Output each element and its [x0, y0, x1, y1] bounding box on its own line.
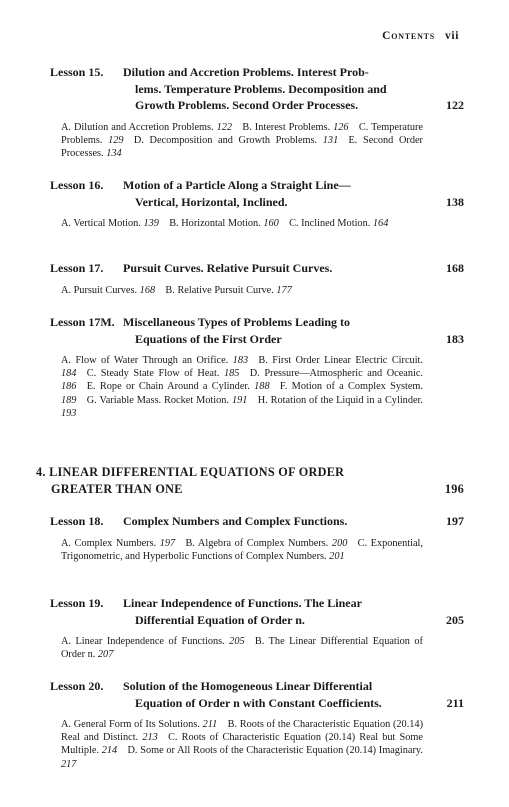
subtopic-page: 207: [97, 649, 114, 661]
subtopic-page: 201: [329, 550, 345, 562]
chapter-title-line-2: GREATER THAN ONE: [51, 482, 183, 496]
subtopic-label: B. Interest Problems.: [242, 121, 334, 133]
subtopic-page: 213: [142, 732, 158, 744]
subtopic-label: E. Second Order Processes.: [61, 134, 423, 159]
subtopic-entry: [87, 368, 240, 379]
lesson-number: Lesson 17M.: [50, 315, 115, 329]
subtopic-page: 186: [61, 381, 77, 393]
lesson-title-line: Dilution and Accretion Problems. Interest Prob-: [123, 65, 369, 79]
toc-lesson-17: [50, 260, 464, 297]
toc-lesson-20: [50, 678, 464, 771]
subtopic-label: B. First Order Linear Electric Circuit.: [258, 355, 423, 366]
subtopic-entry: [61, 218, 159, 229]
lesson-number: Lesson 19.: [50, 596, 104, 610]
lesson-title: [123, 64, 428, 114]
toc-lesson-17m: [50, 314, 464, 420]
subtopic-label: D. Some or All Roots of the Characteristic Equation (20.14) Imaginary.: [127, 745, 423, 757]
subtopic-page: 139: [143, 218, 159, 229]
subtopic-label: A. Flow of Water Through an Orifice.: [61, 355, 233, 366]
subtopic-label: C. Steady State Flow of Heat.: [86, 368, 224, 380]
subtopic-entry: [61, 538, 175, 549]
lesson-subtopics: [61, 217, 423, 230]
subtopic-label: B. The Linear Differential Equation of Order n.: [61, 636, 423, 661]
lesson-page: 122: [446, 98, 464, 112]
toc-lesson-19: [50, 595, 464, 661]
subtopic-page: 134: [106, 147, 122, 159]
running-header: [382, 30, 459, 42]
subtopic-label: C. Temperature Problems.: [61, 121, 423, 146]
subtopic-entry: [61, 719, 217, 730]
subtopic-entry: [165, 285, 291, 296]
lesson-subtopics: [61, 284, 423, 297]
lesson-title-line: Miscellaneous Types of Problems Leading to: [123, 315, 351, 329]
toc-lesson-18: [50, 513, 464, 563]
lesson-title: [123, 314, 428, 347]
subtopic-page: 126: [333, 121, 349, 133]
subtopic-page: 211: [202, 719, 218, 730]
subtopic-entry: [169, 218, 279, 229]
subtopic-entry: [185, 538, 347, 549]
subtopic-label: G. Variable Mass. Rocket Motion.: [86, 394, 232, 406]
lesson-heading: [50, 595, 464, 628]
subtopic-page: 188: [254, 381, 270, 393]
lesson-title-line: Solution of the Homogeneous Linear Differential: [123, 679, 373, 693]
subtopic-label: B. Roots of the Characteristic Equation (20.14) Real and Distinct.: [61, 719, 423, 744]
subtopic-label: A. General Form of Its Solutions.: [61, 719, 203, 730]
subtopic-page: 184: [61, 368, 77, 380]
lesson-title: [123, 177, 428, 210]
lesson-subtopics: [61, 354, 423, 420]
lesson-page: 197: [446, 514, 464, 528]
subtopic-page: 168: [139, 284, 156, 296]
subtopic-page: 214: [101, 745, 118, 757]
subtopic-label: H. Rotation of the Liquid in a Cylinder.: [257, 394, 423, 406]
subtopic-label: C. Inclined Motion.: [289, 218, 373, 229]
toc-lesson-15: [50, 64, 464, 160]
lesson-title-line: Equation of Order n with Constant Coefficients.: [135, 695, 382, 710]
lesson-page: 183: [446, 331, 464, 346]
subtopic-page: 122: [216, 121, 233, 133]
lesson-title-line: Complex Numbers and Complex Functions.: [123, 514, 348, 528]
subtopic-page: 183: [232, 355, 249, 366]
subtopic-entry: [61, 636, 245, 647]
subtopic-label: A. Vertical Motion.: [61, 218, 144, 229]
lesson-title-line: lems. Temperature Problems. Decomposition and: [135, 81, 387, 96]
toc-lesson-16: [50, 177, 464, 230]
header-section: Contents: [382, 30, 436, 42]
subtopic-label: B. Algebra of Complex Numbers.: [185, 537, 332, 549]
lesson-page: 138: [446, 194, 464, 209]
lesson-title-line: Pursuit Curves. Relative Pursuit Curves.: [123, 261, 333, 275]
subtopic-entry: [87, 381, 270, 392]
subtopic-page: 164: [372, 218, 389, 229]
subtopic-entry: [87, 395, 248, 406]
lesson-title-line: Vertical, Horizontal, Inclined.: [135, 194, 288, 209]
subtopic-page: 177: [276, 284, 292, 296]
lesson-title-line: Differential Equation of Order n.: [135, 612, 305, 627]
lesson-heading: [50, 513, 464, 530]
subtopic-page: 197: [159, 537, 176, 549]
lesson-subtopics: [61, 635, 423, 661]
subtopic-label: B. Horizontal Motion.: [169, 218, 264, 229]
lesson-title-line: Equations of the First Order: [135, 331, 282, 346]
subtopic-page: 131: [322, 134, 339, 146]
subtopic-label: B. Relative Pursuit Curve.: [165, 284, 277, 296]
chapter-title-line-1: 4. LINEAR DIFFERENTIAL EQUATIONS OF ORDER: [36, 465, 345, 479]
subtopic-label: E. Rope or Chain Around a Cylinder.: [86, 381, 255, 393]
chapter-page: 196: [444, 482, 464, 496]
lesson-subtopics: [61, 121, 423, 161]
lesson-subtopics: [61, 537, 423, 563]
lesson-heading: [50, 314, 464, 347]
lesson-number: Lesson 20.: [50, 679, 104, 693]
lesson-title-line: Motion of a Particle Along a Straight Line—: [123, 178, 351, 192]
subtopic-page: 185: [223, 368, 240, 380]
lesson-page: 211: [446, 695, 464, 710]
subtopic-entry: [289, 218, 388, 229]
lesson-title: [123, 260, 428, 277]
lesson-heading: [50, 260, 464, 277]
lesson-page: 205: [446, 612, 464, 627]
subtopic-label: D. Pressure—Atmospheric and Oceanic.: [249, 368, 423, 380]
lesson-title: [123, 678, 428, 711]
subtopic-page: 160: [263, 218, 279, 229]
subtopic-label: C. Exponential, Trigonometric, and Hyperbolic Functions of Complex Numbers.: [61, 537, 423, 562]
subtopic-label: A. Dilution and Accretion Problems.: [61, 121, 217, 133]
lesson-heading: [50, 678, 464, 711]
subtopic-label: C. Roots of Characteristic Equation (20.14) Real but Some Multiple.: [61, 732, 423, 757]
lesson-title-line: Growth Problems. Second Order Processes.: [135, 98, 359, 112]
subtopic-page: 205: [229, 636, 245, 647]
subtopic-page: 191: [231, 394, 248, 406]
lesson-heading: [50, 64, 464, 114]
subtopic-entry: [134, 135, 338, 146]
subtopic-label: A. Complex Numbers.: [61, 537, 160, 549]
lesson-number: Lesson 18.: [50, 514, 104, 528]
lesson-subtopics: [61, 718, 423, 771]
subtopic-label: D. Decomposition and Growth Problems.: [133, 134, 323, 146]
lesson-title-line: Linear Independence of Functions. The Linear: [123, 596, 362, 610]
header-page-number: vii: [445, 30, 459, 42]
subtopic-entry: [61, 285, 155, 296]
lesson-title: [123, 595, 428, 628]
subtopic-page: 217: [61, 758, 77, 770]
subtopic-label: F. Motion of a Complex System.: [279, 381, 423, 393]
toc-chapter-4: [36, 464, 464, 498]
lesson-number: Lesson 16.: [50, 178, 104, 192]
subtopic-page: 189: [61, 394, 77, 406]
lesson-title: [123, 513, 428, 530]
subtopic-label: A. Linear Independence of Functions.: [61, 636, 230, 647]
subtopic-page: 193: [61, 407, 77, 419]
subtopic-entry: [61, 122, 232, 133]
subtopic-entry: [242, 122, 348, 133]
subtopic-page: 129: [108, 134, 124, 146]
lesson-heading: [50, 177, 464, 210]
lesson-number: Lesson 17.: [50, 261, 104, 275]
subtopic-label: A. Pursuit Curves.: [61, 284, 140, 296]
lesson-page: 168: [446, 261, 464, 275]
lesson-number: Lesson 15.: [50, 65, 104, 79]
subtopic-entry: [61, 355, 248, 366]
subtopic-page: 200: [331, 537, 348, 549]
